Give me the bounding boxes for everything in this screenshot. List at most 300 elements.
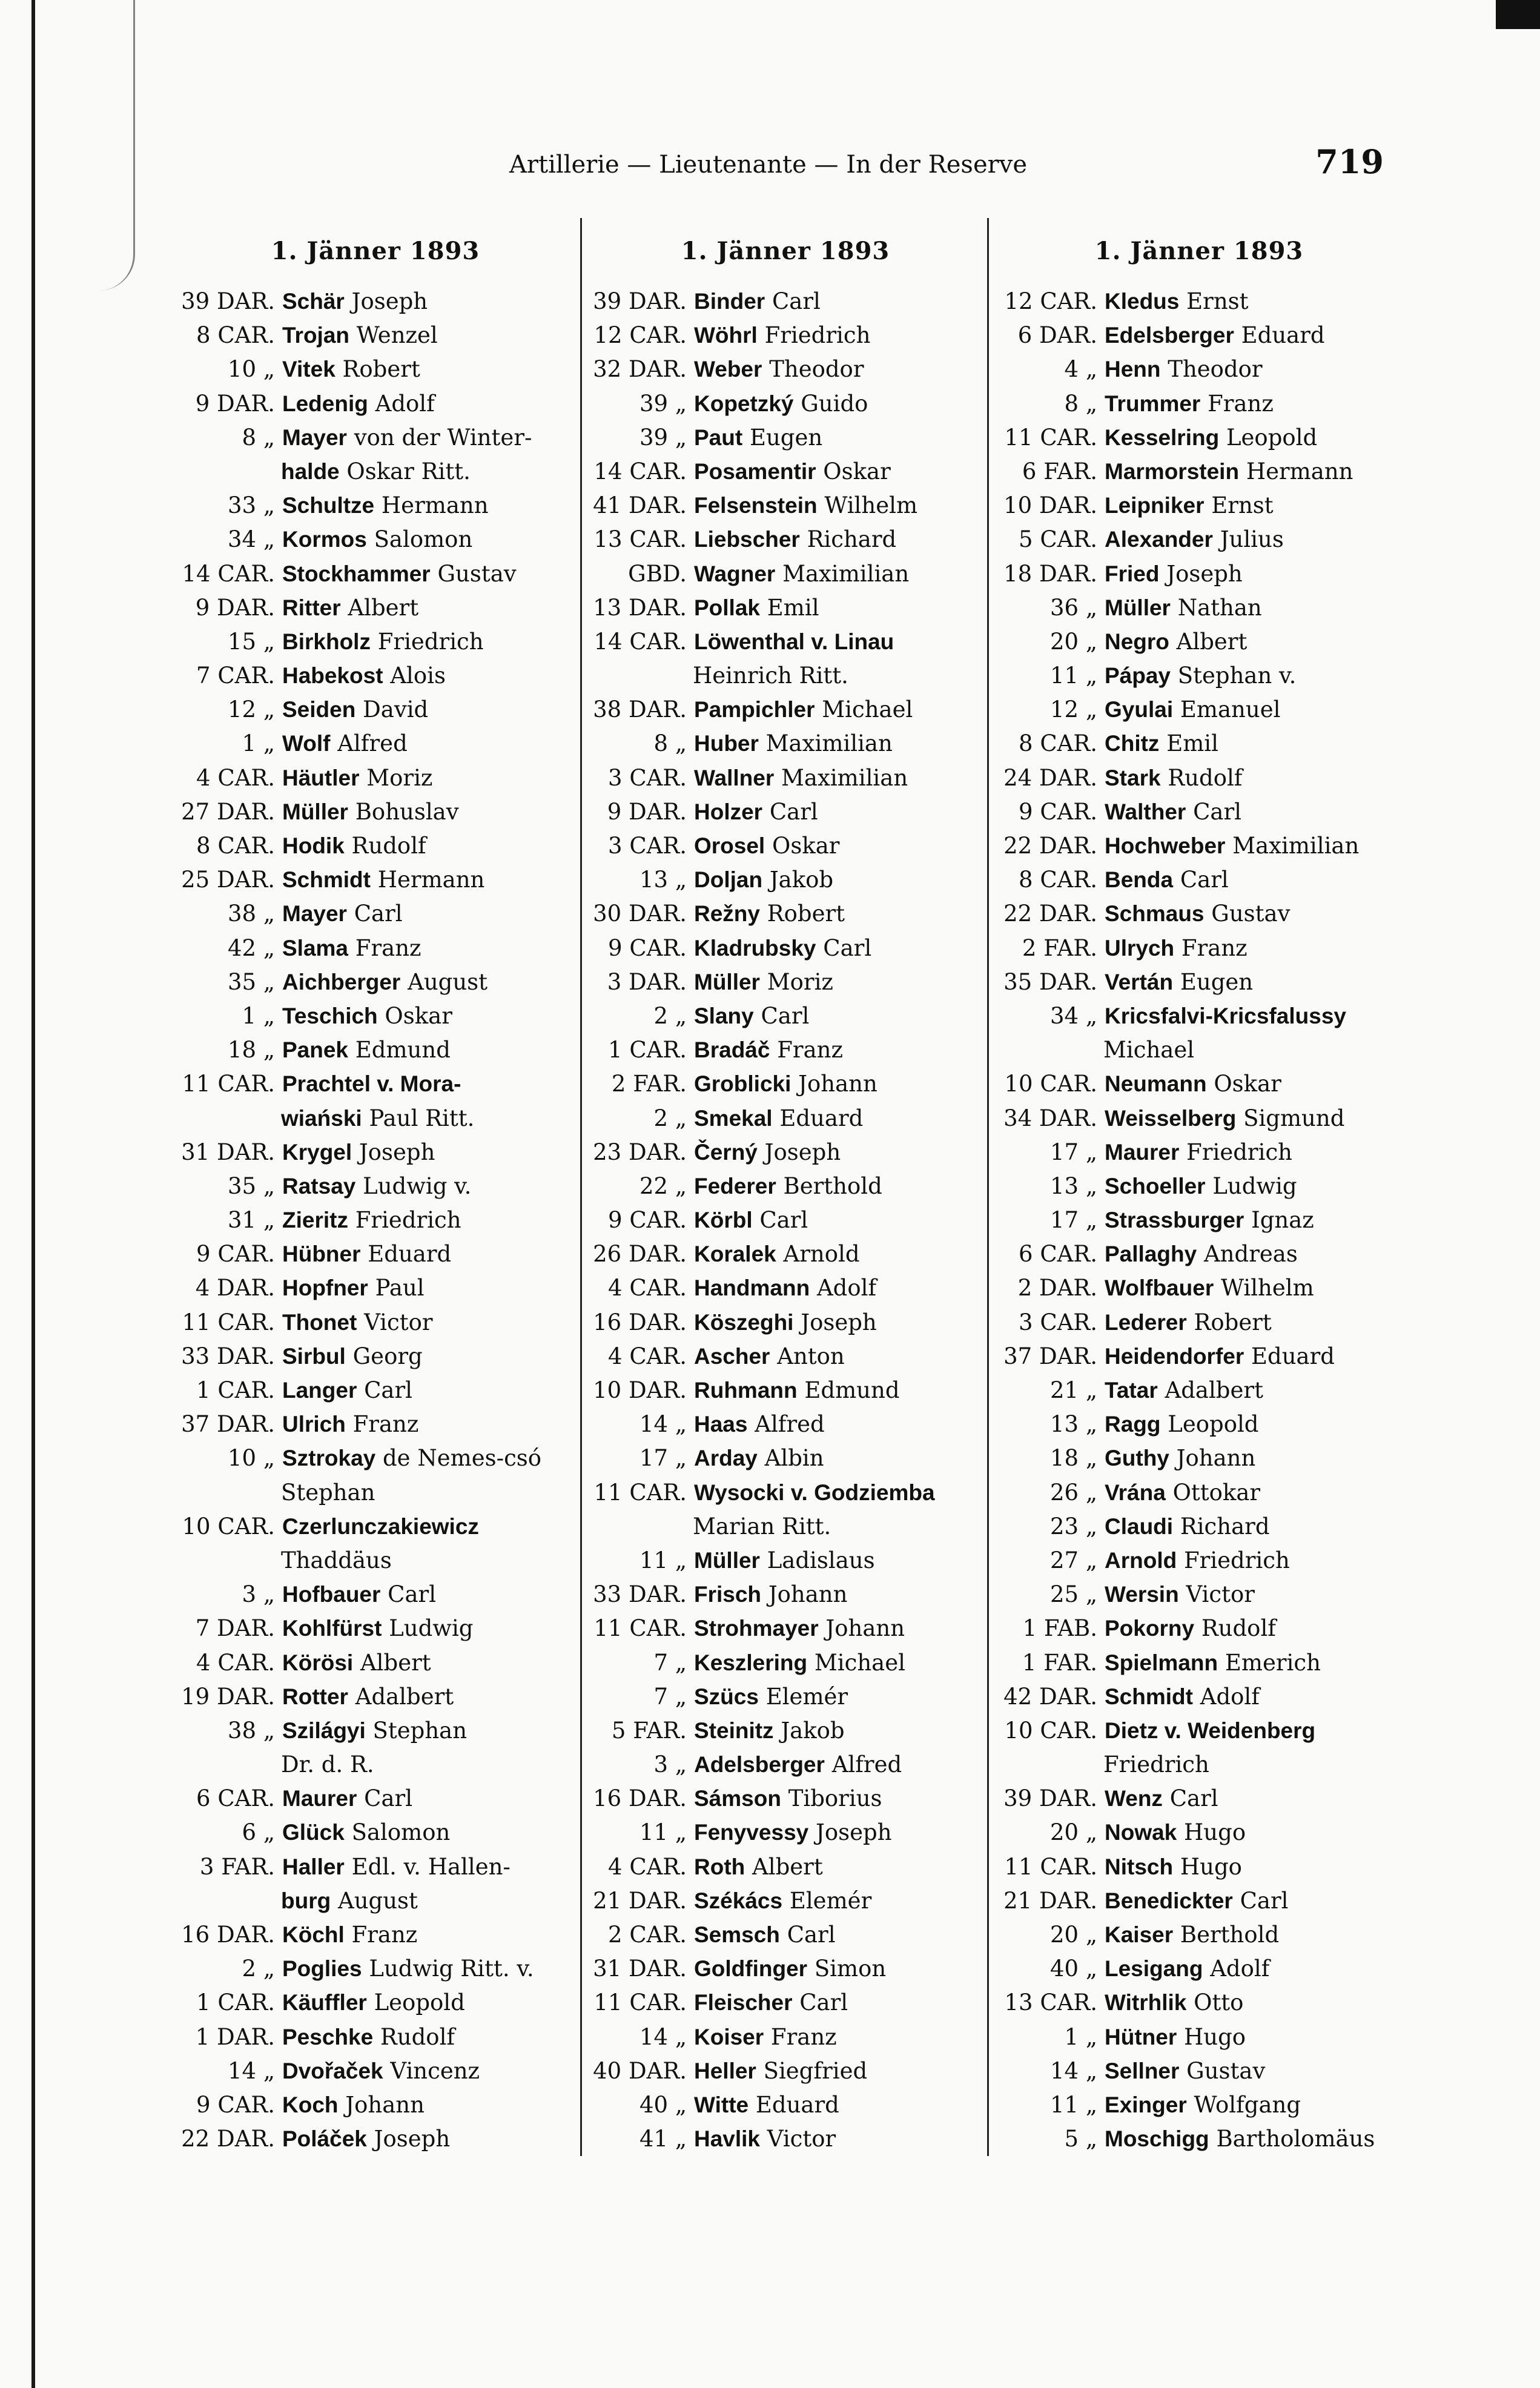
surname: Wenz <box>1105 1786 1163 1811</box>
surname: Lederer <box>1105 1309 1187 1335</box>
unit-rank: 5 CAR. <box>1019 526 1097 553</box>
entry-row <box>993 1102 1405 1136</box>
unit-rank: 1 FAR. <box>1022 1649 1097 1676</box>
given-name: Victor <box>364 1309 433 1335</box>
unit-rank: 16 DAR. <box>181 1922 275 1948</box>
surname: Keszlering <box>694 1650 808 1675</box>
given-name: Maximilian <box>782 560 910 587</box>
given-name: Joseph <box>374 2126 451 2152</box>
entry-continuation <box>171 1476 580 1510</box>
entry-row <box>583 1680 988 1714</box>
given-name: Gustav <box>437 560 517 587</box>
entry-list <box>171 285 580 2156</box>
unit-rank: 22 DAR. <box>1003 833 1097 859</box>
given-name: Carl <box>823 934 872 961</box>
given-name: Vincenz <box>390 2057 480 2084</box>
entry-row <box>583 1374 988 1407</box>
given-name: Maximilian <box>781 764 908 791</box>
unit-rank: 9 CAR. <box>196 2091 275 2118</box>
given-name: Victor <box>1186 1581 1255 1608</box>
given-name: Friedrich <box>764 322 871 349</box>
entry-row <box>583 1033 988 1067</box>
entry-row <box>583 489 988 523</box>
surname: Schär <box>282 289 345 314</box>
entry-row <box>171 2122 580 2156</box>
unit-rank: 38 „ <box>227 1717 275 1744</box>
entry-row <box>993 1816 1405 1850</box>
given-name: Oskar <box>385 1002 452 1029</box>
surname: Schoeller <box>1105 1173 1206 1199</box>
given-name: Johann <box>798 1071 877 1097</box>
entry-row <box>993 455 1405 489</box>
given-name: Edmund <box>804 1377 900 1403</box>
surname: Kesselring <box>1105 425 1220 450</box>
surname: Langer <box>282 1378 357 1403</box>
given-name: Elemér <box>765 1683 848 1710</box>
entry-row <box>171 1203 580 1237</box>
entry-row <box>993 1510 1405 1544</box>
entry-row <box>171 1850 580 1884</box>
given-name: Jakob <box>781 1717 845 1744</box>
surname: Federer <box>694 1173 776 1199</box>
entry-row <box>583 2122 988 2156</box>
surname: Aichberger <box>282 969 401 994</box>
given-name: Paul Ritt. <box>369 1105 475 1131</box>
surname: Spielmann <box>1105 1650 1218 1675</box>
given-name: Leopold <box>1226 424 1318 451</box>
surname: Neumann <box>1105 1071 1207 1097</box>
given-name: Carl <box>1180 867 1229 893</box>
entry-row <box>171 1952 580 1986</box>
given-name: Michael <box>814 1649 905 1676</box>
given-name: Ignaz <box>1251 1207 1314 1234</box>
surname: Wysocki v. Godziemba <box>694 1480 935 1505</box>
entry-row <box>583 1612 988 1645</box>
unit-rank: 18 „ <box>227 1037 275 1063</box>
given-name: Ladislaus <box>767 1547 875 1573</box>
surname: Ragg <box>1105 1412 1161 1437</box>
given-name: Ottokar <box>1172 1479 1261 1506</box>
entry-row <box>583 1169 988 1203</box>
surname: Slany <box>694 1003 754 1028</box>
entry-row <box>993 625 1405 659</box>
entry-row <box>583 999 988 1033</box>
given-name: Heinrich Ritt. <box>693 663 848 689</box>
surname: Arnold <box>1105 1547 1177 1573</box>
unit-rank: 12 „ <box>1049 696 1097 723</box>
surname: Arday <box>694 1446 758 1471</box>
entry-row <box>171 1816 580 1850</box>
scan-corner-mark <box>1496 0 1540 29</box>
given-name: Adolf <box>1200 1683 1260 1710</box>
entry-row <box>171 1714 580 1748</box>
surname: Ascher <box>694 1343 770 1369</box>
surname: Benda <box>1105 867 1174 893</box>
entry-row <box>993 352 1405 386</box>
given-name: Robert <box>1194 1309 1272 1335</box>
surname: Posamentir <box>694 458 816 484</box>
unit-rank: 40 DAR. <box>593 2057 687 2084</box>
surname: Sztrokay <box>282 1446 376 1471</box>
unit-rank: 6 DAR. <box>1017 322 1097 349</box>
given-name: David <box>363 696 429 723</box>
unit-rank: 11 CAR. <box>593 1615 687 1642</box>
unit-rank: 33 DAR. <box>593 1581 687 1608</box>
given-name: Wolfgang <box>1194 2091 1301 2118</box>
entry-row <box>583 1271 988 1305</box>
surname: Hübner <box>282 1242 361 1267</box>
entry-row <box>993 523 1405 557</box>
entry-row <box>993 1680 1405 1714</box>
given-name: Bohuslav <box>355 798 459 825</box>
unit-rank: 6 FAR. <box>1022 458 1097 485</box>
unit-rank: 40 „ <box>639 2091 687 2118</box>
surname: Sámson <box>694 1786 781 1811</box>
unit-rank: 39 DAR. <box>1003 1785 1097 1812</box>
given-name: August <box>408 968 488 995</box>
unit-rank: 21 DAR. <box>1003 1887 1097 1914</box>
surname: Smekal <box>694 1105 773 1131</box>
given-name: Stephan <box>281 1479 375 1506</box>
given-name: Franz <box>355 934 421 961</box>
given-name: Alfred <box>755 1411 825 1438</box>
given-name: Wilhelm <box>824 492 918 519</box>
entry-row <box>171 1441 580 1475</box>
surname: Havlik <box>694 2126 761 2152</box>
unit-rank: 39 DAR. <box>593 288 687 314</box>
entry-row <box>171 1407 580 1441</box>
surname: Panek <box>282 1037 349 1063</box>
entry-row <box>993 965 1405 999</box>
entry-row <box>583 352 988 386</box>
given-name: Carl <box>1169 1785 1218 1812</box>
surname: Sellner <box>1105 2058 1180 2083</box>
entry-row <box>993 1136 1405 1169</box>
unit-rank: 11 CAR. <box>182 1071 275 1097</box>
unit-rank: 35 „ <box>227 968 275 995</box>
given-name: Johann <box>1176 1445 1256 1472</box>
entry-row <box>583 2088 988 2122</box>
unit-rank: 11 CAR. <box>1004 1853 1097 1880</box>
surname: Ulrich <box>282 1412 346 1437</box>
given-name: Franz <box>1208 390 1274 417</box>
surname: burg <box>281 1888 331 1913</box>
given-name: Adolf <box>1210 1956 1270 1982</box>
entry-row <box>993 1986 1405 2020</box>
given-name: Ludwig Ritt. v. <box>369 1956 534 1982</box>
unit-rank: 21 DAR. <box>593 1887 687 1914</box>
surname: Mayer <box>282 901 347 927</box>
surname: Glück <box>282 1820 345 1845</box>
surname: Tatar <box>1105 1378 1158 1403</box>
entry-row <box>583 2020 988 2054</box>
given-name: Oskar <box>772 833 840 859</box>
surname: Nowak <box>1105 1820 1177 1845</box>
unit-rank: 33 „ <box>227 492 275 519</box>
entry-continuation <box>583 659 988 693</box>
given-name: Alois <box>390 663 446 689</box>
entry-row <box>993 2054 1405 2088</box>
unit-rank: 42 „ <box>227 934 275 961</box>
given-name: Carl <box>799 1989 848 2016</box>
given-name: Arnold <box>783 1241 860 1268</box>
column-3 <box>993 230 1405 2168</box>
unit-rank: 1 CAR. <box>608 1037 687 1063</box>
surname: Haller <box>282 1854 345 1879</box>
unit-rank: 1 „ <box>242 730 275 757</box>
given-name: Robert <box>767 901 845 927</box>
given-name: Emil <box>767 594 819 621</box>
unit-rank: 38 DAR. <box>593 696 687 723</box>
surname: wiański <box>281 1105 362 1131</box>
surname: Szücs <box>694 1684 759 1709</box>
entry-row <box>171 352 580 386</box>
unit-rank: 17 „ <box>1049 1207 1097 1234</box>
unit-rank: GBD. <box>628 560 687 587</box>
unit-rank: 11 CAR. <box>593 1989 687 2016</box>
unit-rank: 6 CAR. <box>196 1785 275 1812</box>
given-name: Albert <box>752 1853 823 1880</box>
unit-rank: 8 CAR. <box>196 833 275 859</box>
unit-rank: 11 „ <box>639 1547 687 1573</box>
surname: Kormos <box>282 527 367 552</box>
entry-continuation <box>583 1510 988 1544</box>
surname: Pampichler <box>694 697 815 723</box>
entry-row <box>171 2020 580 2054</box>
column-2 <box>583 230 988 2168</box>
surname: Exinger <box>1105 2092 1187 2117</box>
entry-row <box>583 1067 988 1101</box>
unit-rank: 7 DAR. <box>195 1615 275 1642</box>
surname: Alexander <box>1105 527 1213 552</box>
given-name: Hermann <box>381 492 489 519</box>
unit-rank: 24 DAR. <box>1003 764 1097 791</box>
surname: Kaiser <box>1105 1922 1174 1947</box>
unit-rank: 37 DAR. <box>1003 1343 1097 1369</box>
surname: Chitz <box>1105 731 1160 756</box>
surname: Režny <box>694 901 760 927</box>
given-name: Victor <box>767 2126 836 2152</box>
unit-rank: 13 „ <box>1049 1411 1097 1438</box>
unit-rank: 14 CAR. <box>182 560 275 587</box>
given-name: Georg <box>352 1343 423 1369</box>
given-name: Edmund <box>355 1037 451 1063</box>
entry-row <box>993 795 1405 829</box>
entry-row <box>583 1782 988 1816</box>
entry-continuation <box>171 1748 580 1782</box>
surname: Körösi <box>282 1650 354 1675</box>
surname: Sirbul <box>282 1343 346 1369</box>
unit-rank: 8 CAR. <box>1019 867 1097 893</box>
given-name: Franz <box>1181 934 1248 961</box>
entry-row <box>583 1306 988 1340</box>
surname: Mayer <box>282 425 347 450</box>
surname: Schmidt <box>1105 1684 1193 1709</box>
entry-row <box>171 591 580 625</box>
given-name: Carl <box>769 798 818 825</box>
given-name: Hugo <box>1180 1853 1242 1880</box>
entry-row <box>993 659 1405 693</box>
entry-row <box>171 489 580 523</box>
given-name: Carl <box>759 1207 808 1234</box>
entry-row <box>583 1476 988 1510</box>
surname: Koiser <box>694 2024 764 2049</box>
entry-row <box>993 1407 1405 1441</box>
surname: Ratsay <box>282 1173 356 1199</box>
entry-row <box>171 795 580 829</box>
given-name: Emerich <box>1224 1649 1321 1676</box>
unit-rank: 8 „ <box>653 730 687 757</box>
given-name: Friedrich <box>1186 1139 1293 1165</box>
unit-rank: 9 CAR. <box>1019 798 1097 825</box>
surname: Müller <box>282 799 348 824</box>
surname: Habekost <box>282 663 383 689</box>
given-name: Nathan <box>1177 594 1262 621</box>
given-name: Carl <box>761 1002 810 1029</box>
entry-row <box>583 1203 988 1237</box>
unit-rank: 22 „ <box>639 1173 687 1199</box>
surname: Hodik <box>282 833 345 858</box>
unit-rank: 14 „ <box>227 2057 275 2084</box>
given-name: Wenzel <box>356 322 438 349</box>
surname: Wagner <box>694 561 776 586</box>
unit-rank: 2 „ <box>242 1956 275 1982</box>
given-name: Thaddäus <box>281 1547 392 1573</box>
unit-rank: 7 „ <box>653 1683 687 1710</box>
given-name: Leopold <box>374 1989 465 2016</box>
surname: Lesigang <box>1105 1956 1203 1982</box>
surname: Müller <box>694 1547 760 1573</box>
entry-row <box>583 1237 988 1271</box>
given-name: Ernst <box>1211 492 1274 519</box>
surname: Handmann <box>694 1275 810 1301</box>
given-name: Joseph <box>816 1819 892 1846</box>
given-name: Robert <box>342 356 420 383</box>
unit-rank: 4 CAR. <box>196 764 275 791</box>
surname: Paut <box>694 425 743 450</box>
given-name: Maximilian <box>765 730 893 757</box>
unit-rank: 1 CAR. <box>196 1377 275 1403</box>
entry-row <box>993 1612 1405 1645</box>
surname: Wallner <box>694 765 775 790</box>
unit-rank: 35 „ <box>227 1173 275 1199</box>
column-heading: 1. Jänner 1893 <box>681 237 890 265</box>
surname: Fleischer <box>694 1990 793 2016</box>
unit-rank: 2 FAR. <box>611 1071 687 1097</box>
unit-rank: 32 DAR. <box>593 356 687 383</box>
given-name: Hermann <box>377 867 485 893</box>
entry-row <box>583 523 988 557</box>
given-name: Franz <box>352 1411 419 1438</box>
given-name: Guido <box>801 390 868 417</box>
surname: Marmorstein <box>1105 458 1240 484</box>
surname: Negro <box>1105 629 1169 654</box>
entry-row <box>583 557 988 591</box>
entry-row <box>171 1306 580 1340</box>
entry-row <box>993 2020 1405 2054</box>
given-name: Bartholomäus <box>1216 2126 1375 2152</box>
given-name: Oskar Ritt. <box>346 458 471 485</box>
entry-row <box>583 1850 988 1884</box>
surname: Felsenstein <box>694 493 818 518</box>
given-name: Albert <box>360 1649 431 1676</box>
entry-row <box>993 1441 1405 1475</box>
given-name: Hermann <box>1246 458 1353 485</box>
unit-rank: 13 „ <box>1049 1173 1097 1199</box>
entry-row <box>171 1782 580 1816</box>
given-name: Ludwig <box>1212 1173 1297 1199</box>
surname: Nitsch <box>1105 1854 1174 1879</box>
entry-row <box>993 1578 1405 1612</box>
unit-rank: 6 „ <box>242 1819 275 1846</box>
unit-rank: 3 CAR. <box>608 764 687 791</box>
surname: Černý <box>694 1139 758 1165</box>
entry-row <box>171 897 580 931</box>
unit-rank: 7 „ <box>653 1649 687 1676</box>
unit-rank: 11 „ <box>1049 663 1097 689</box>
unit-rank: 9 CAR. <box>196 1241 275 1268</box>
given-name: Rudolf <box>1201 1615 1276 1642</box>
entry-row <box>993 1374 1405 1407</box>
surname: Vrána <box>1105 1480 1166 1505</box>
entry-row <box>583 693 988 727</box>
given-name: Joseph <box>359 1139 435 1165</box>
entry-row <box>171 693 580 727</box>
entry-row <box>583 455 988 489</box>
entry-row <box>993 1952 1405 1986</box>
entry-row <box>171 965 580 999</box>
entry-continuation <box>171 1884 580 1918</box>
given-name: Hugo <box>1184 1819 1246 1846</box>
given-name: Johann <box>825 1615 905 1642</box>
entry-row <box>993 897 1405 931</box>
entry-row <box>993 591 1405 625</box>
unit-rank: 3 FAR. <box>199 1853 275 1880</box>
surname: Groblicki <box>694 1071 791 1097</box>
given-name: Adalbert <box>1165 1377 1263 1403</box>
surname: Liebscher <box>694 527 800 552</box>
entry-row <box>583 1340 988 1374</box>
surname: Orosel <box>694 833 765 858</box>
entry-row <box>993 557 1405 591</box>
unit-rank: 8 „ <box>1064 390 1097 417</box>
given-name: Salomon <box>351 1819 451 1846</box>
entry-row <box>171 1067 580 1101</box>
unit-rank: 3 CAR. <box>608 833 687 859</box>
given-name: de Nemes-csó <box>383 1445 542 1472</box>
unit-rank: 19 DAR. <box>181 1683 275 1710</box>
entry-row <box>993 1237 1405 1271</box>
surname: Köszeghi <box>694 1309 794 1335</box>
unit-rank: 31 „ <box>227 1207 275 1234</box>
given-name: Rudolf <box>380 2023 455 2050</box>
unit-rank: 1 „ <box>1064 2023 1097 2050</box>
surname: Adelsberger <box>694 1752 825 1778</box>
surname: Poláček <box>282 2126 367 2152</box>
given-name: Julius <box>1220 526 1284 553</box>
surname: halde <box>281 458 340 484</box>
surname: Hütner <box>1105 2024 1177 2049</box>
unit-rank: 1 „ <box>242 1002 275 1029</box>
given-name: Leopold <box>1168 1411 1259 1438</box>
given-name: Ludwig <box>389 1615 474 1642</box>
given-name: Franz <box>351 1922 418 1948</box>
page-number: 719 <box>1315 142 1384 181</box>
given-name: Friedrich <box>355 1207 461 1234</box>
surname: Weisselberg <box>1105 1105 1237 1131</box>
surname: Slama <box>282 935 349 961</box>
unit-rank: 11 „ <box>1049 2091 1097 2118</box>
